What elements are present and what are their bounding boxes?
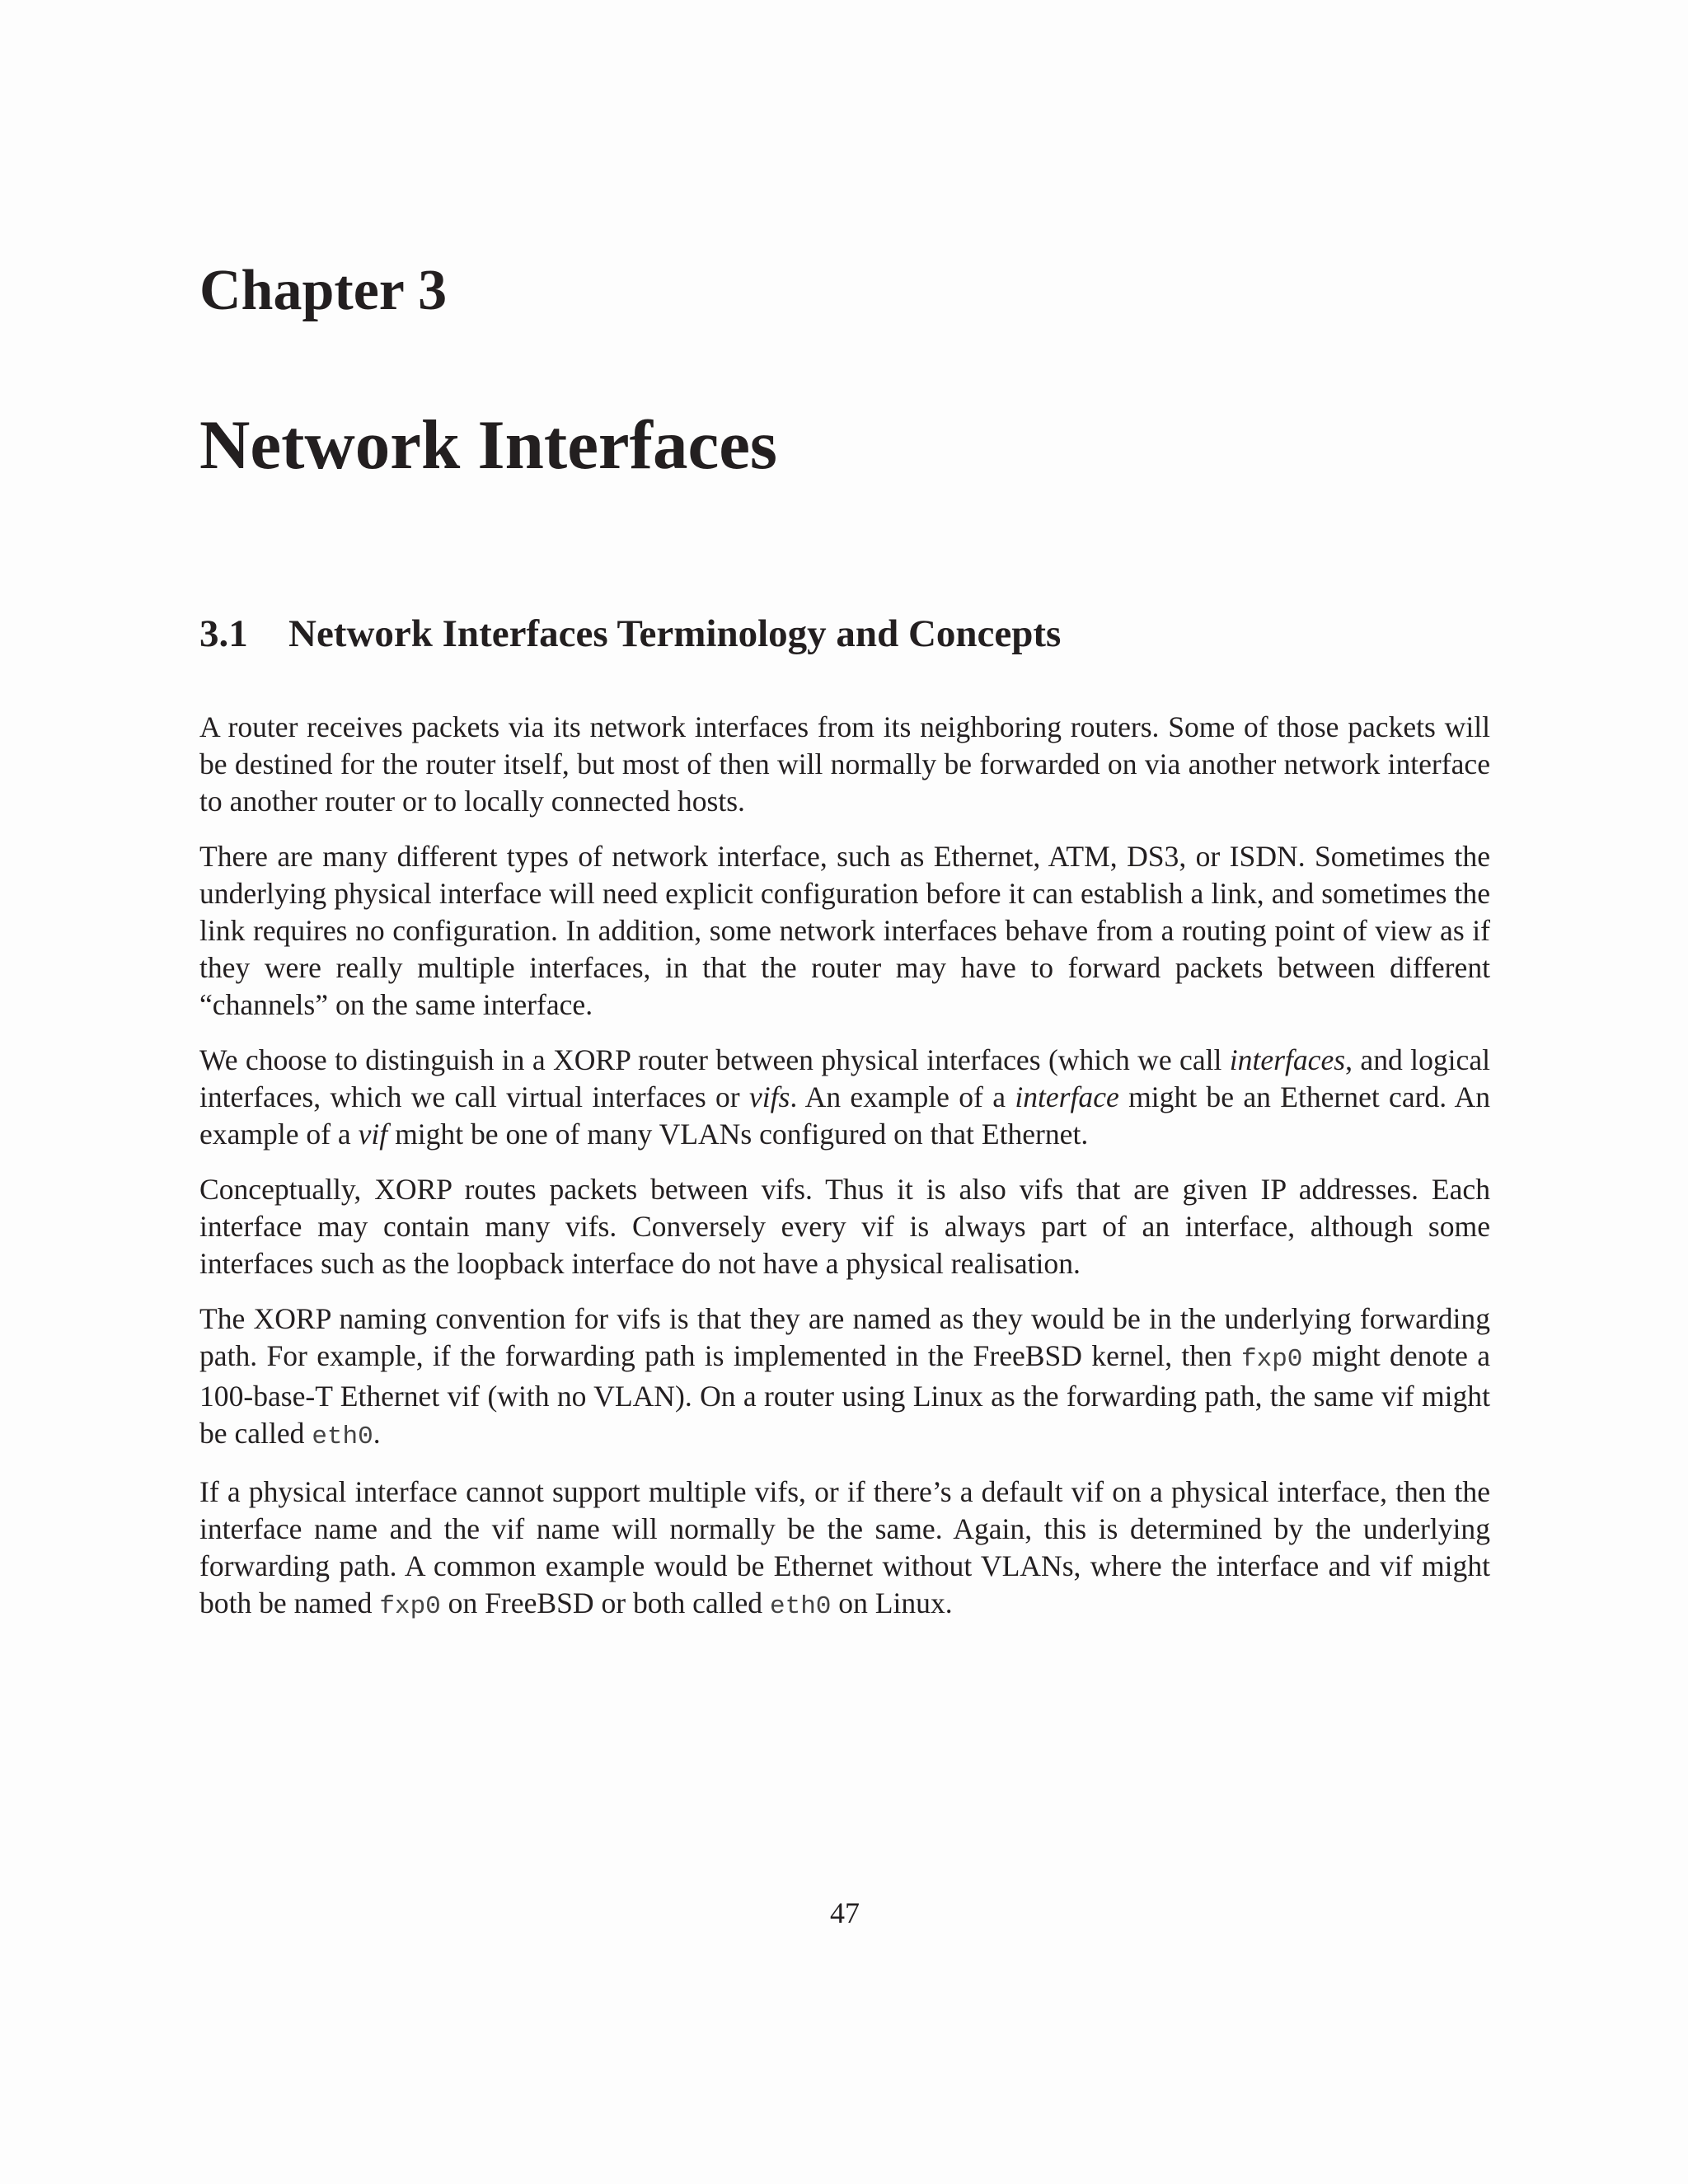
paragraph-5-text: The XORP naming convention for vifs is that they are named as they would be in the underlying forwarding path. For example, if the forwarding path is implemented in the FreeBSD kernel, then [199,1302,1490,1372]
section-number: 3.1 [199,612,248,655]
code-eth0: eth0 [769,1592,832,1621]
term-vif: vif [358,1118,388,1151]
code-eth0: eth0 [312,1422,373,1451]
document-page [199,0,1490,2184]
paragraph-2: There are many different types of network interface, such as Ethernet, ATM, DS3, or ISDN. Sometimes the underlying physical interface will need explicit configuration before it can establish a link, and sometimes the link requires no configuration. In addition, some network interfaces behave from a routing point of view as if they were really multiple interfaces, in that the router may have to forward packets between different “channels” on the same interface. [199,840,1490,1021]
paragraph-3-text: , and logical interfaces, which we call virtual interfaces or [199,1043,1490,1113]
paragraph-6-text: on Linux. [831,1586,953,1619]
body-text [199,709,1490,1643]
paragraph-4: Conceptually, XORP routes packets between vifs. Thus it is also vifs that are given IP addresses. Each interface may contain many vifs. Conversely every vif is always part of an interface, although some interfaces such as the loopback interface do not have a physical realisation. [199,1173,1490,1280]
paragraph-5 [199,1301,1490,1455]
paragraph-1: A router receives packets via its network interfaces from its neighboring routers. Some of those packets will be destined for the router itself, but most of then will normally be forwarded on via another network interface to another router or to locally connected hosts. [199,710,1490,818]
term-vifs: vifs [748,1080,790,1113]
page-number: 47 [830,1896,860,1929]
paragraph-5-text: might denote a 100-base-T Ethernet vif (with no VLAN). On a router using Linux as the forwarding path, the same vif might be called [199,1339,1490,1450]
term-interface: interface [1015,1080,1119,1113]
paragraph-6-text: If a physical interface cannot support multiple vifs, or if there’s a default vif on a physical interface, then the interface name and the vif name will normally be the same. Again, this is determined by the underlying forwarding path. A common example would be Ethernet without VLANs, where the interface and vif might both be named [199,1475,1490,1619]
section-title: Network Interfaces Terminology and Concepts [288,612,1062,655]
paragraph-3-text: We choose to distinguish in a XORP router between physical interfaces (which we call [199,1043,1230,1076]
paragraph-3-text: . An example of a [790,1080,1015,1113]
paragraph-3-text: might be an Ethernet card. An example of a [199,1080,1491,1151]
paragraph-3 [199,1042,1490,1153]
paragraph-6 [199,1474,1490,1625]
paragraph-6-text: on FreeBSD or both called [440,1586,770,1619]
term-interfaces: interfaces [1229,1043,1346,1076]
chapter-title: Network Interfaces [199,406,778,484]
paragraph-5-text: . [373,1417,381,1450]
code-fxp0: fxp0 [379,1592,441,1621]
code-fxp0: fxp0 [1240,1345,1303,1374]
section-heading [199,612,1062,655]
paragraph-3-text: might be one of many VLANs configured on that Ethernet. [387,1118,1089,1151]
chapter-label: Chapter 3 [199,259,448,322]
